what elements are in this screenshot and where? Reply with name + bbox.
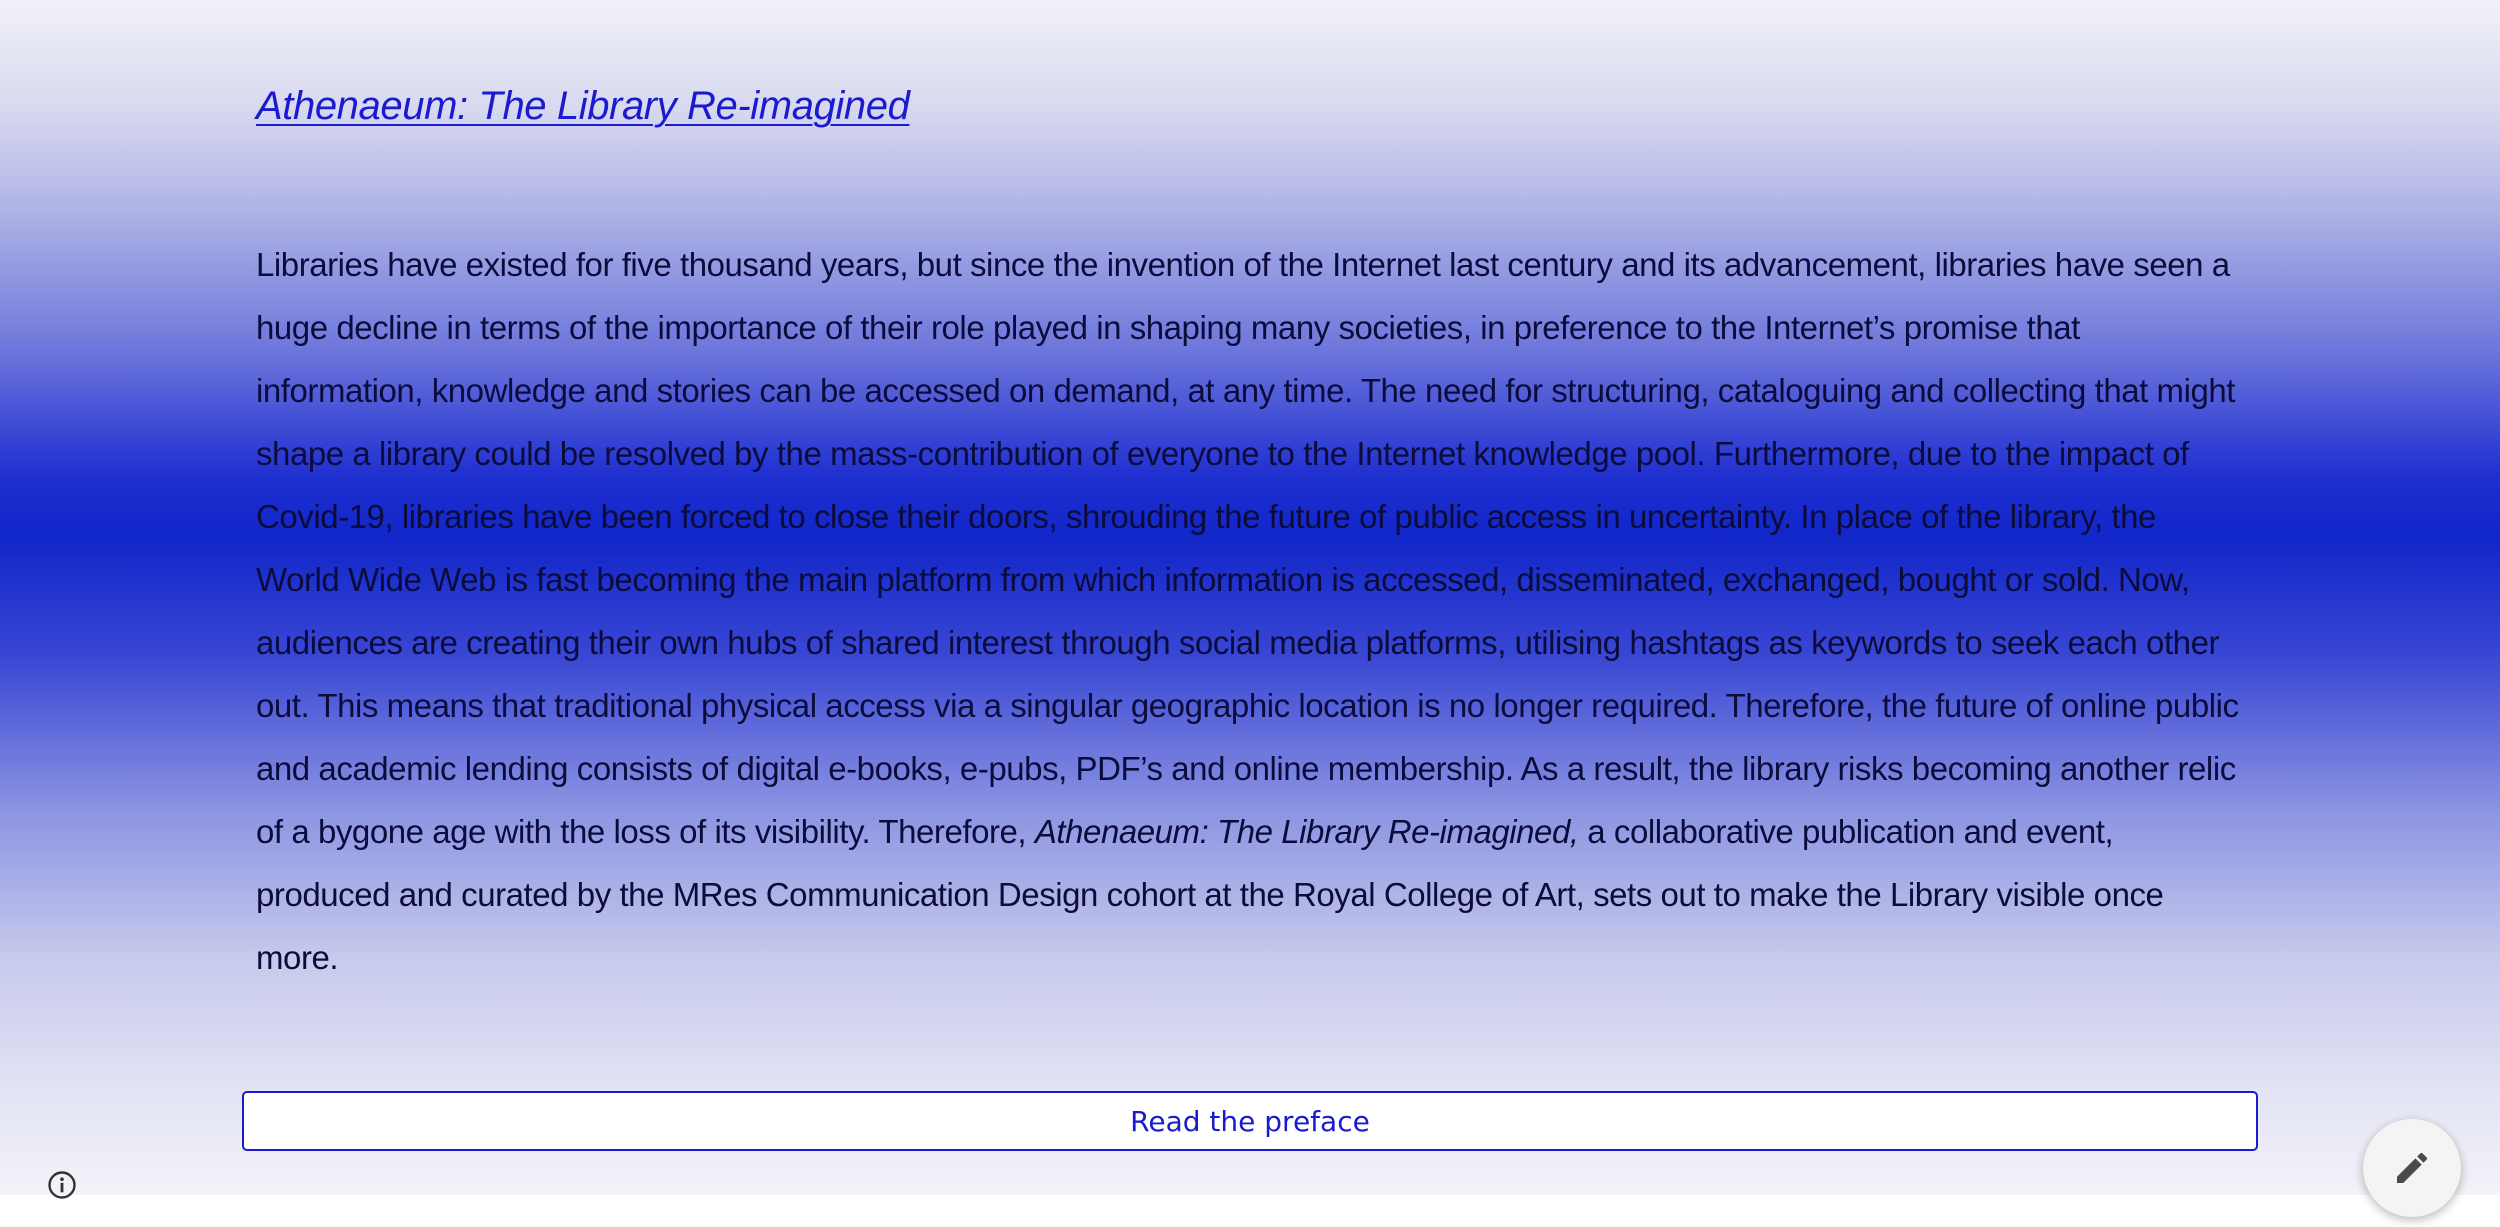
article-body [256,233,2246,989]
pencil-icon [2392,1148,2432,1188]
body-text-end: a collaborative publication and event, produced and curated by the MRes Communication Design cohort at the Royal College of Art, sets out to make the Library visible once more. [256,813,2164,976]
article-title-link[interactable]: Athenaeum: The Library Re-imagined [256,84,910,128]
read-preface-button[interactable]: Read the preface [242,1091,2258,1151]
body-text-start: Libraries have existed for five thousand years, but since the invention of the Internet last century and its advancement, libraries have seen a huge decline in terms of the importance of their role played in shaping many societies, in preference to the Internet’s promise that information, knowledge and stories can be accessed on demand, at any time. The need for structuring, cataloguing and collecting that might shape a library could be resolved by the mass-contribution of everyone to the Internet knowledge pool. Furthermore, due to the impact of Covid-19, libraries have been forced to close their doors, shrouding the future of public access in uncertainty. In place of the library, the World Wide Web is fast becoming the main platform from which information is accessed, disseminated, exchanged, bought or sold. Now, audiences are creating their own hubs of shared interest through social media platforms, utilising hashtags as keywords to seek each other out. This means that traditional physical access via a singular geographic location is no longer required. Therefore, the future of online public and academic lending consists of digital e-books, e-pubs, PDF’s and online membership. As a result, the library risks becoming another relic of a bygone age with the loss of its visibility. Therefore, [256,246,2239,850]
edit-button[interactable] [2363,1119,2461,1217]
info-icon[interactable] [47,1170,77,1200]
publication-title-italic: Athenaeum: The Library Re-imagined, [1034,813,1579,850]
